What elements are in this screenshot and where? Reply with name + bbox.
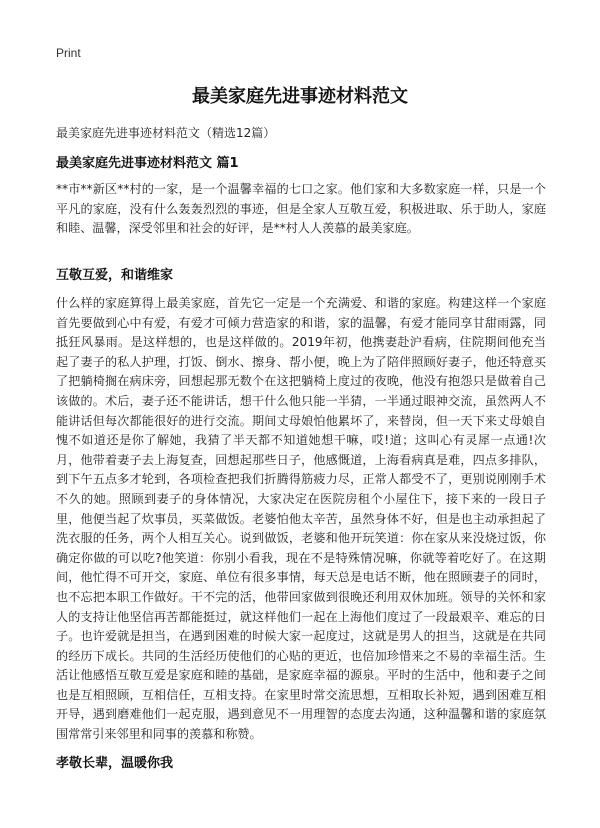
- section-heading-1: 最美家庭先进事迹材料范文 篇1: [56, 156, 239, 171]
- print-label[interactable]: Print: [56, 46, 81, 60]
- document-title: 最美家庭先进事迹材料范文: [192, 86, 408, 107]
- section-paragraph-1: **市**新区**村的一家，是一个温馨幸福的七口之家。他们家和大多数家庭一样，只是一个平凡的家庭，没有什么轰轰烈烈的事迹，但是全家人互敬互爱，积极进取、乐于助人，家庭和睦、温馨，深受邻里和社会的好评，是**村人人羡慕的最美家庭。: [56, 182, 546, 236]
- document-subtitle: 最美家庭先进事迹材料范文（精选12篇）: [56, 126, 276, 140]
- section-paragraph-2: 什么样的家庭算得上最美家庭，首先它一定是一个充满爱、和谐的家庭。构建这样一个家庭首先要做到心中有爱，有爱才可倾力营造家的和谐，家的温馨，有爱才能同享甘甜雨露，同抵狂风暴雨。是这样想的，也是这样做的。2019年初，他携妻赴沪看病，住院期间他充当起了妻子的私人护理，打饭、倒水、擦身、帮小便，晚上为了陪伴照顾好妻子，他还特意买了把躺椅搁在病床旁，回想起那无数个在这把躺椅上度过的夜晚，他没有抱怨只是做着自己该做的。术后，妻子还不能讲话，想干什么他只能一半猜，一半通过眼神交流，虽然两人不能讲话但每次都能很好的进行交流。期间丈母娘怕他累坏了，来替岗，但一天下来丈母娘自愧不如道还是你了解她，我猜了半天都不知道她想干嘛，哎!道；这叫心有灵犀一点通!次月，他带着妻子去上海复查，回想起那些日子，他感慨道，上海看病真是难，四点多排队，到下午五点多才轮到，各项检查把我们折腾得筋疲力尽，正常人都受不了，更别说刚刚手术不久的她。照顾到妻子的身体情况，大家决定在医院房租个小屋住下，接下来的一段日子里，他便当起了炊事员，买菜做饭。老婆怕他太辛苦，虽然身体不好，但是也主动承担起了洗衣服的任务，两个人相互关心。说到做饭，老婆和他开玩笑道：你在家从来没烧过饭，你确定你做的可以吃?他笑道：你别小看我，现在不是特殊情况嘛，你就等着吃好了。在这期间，他忙得不可开交，家庭、单位有很多事情，每天总是电话不断，他在照顾妻子的同时，也不忘把本职工作做好。干不完的活，他带回家做到很晚还利用双休加班。领导的关怀和家人的支持让他坚信再苦都能挺过，就这样他们一起在上海他们度过了一段最艰辛、难忘的日子。也许爱就是担当，在遇到困难的时候大家一起度过，这就是男人的担当，这就是在共同的经历下成长。共同的生活经历使他们的心贴的更近，也倍加珍惜来之不易的幸福生活。生活让他感悟互敬互爱是家庭和睦的基础，是家庭幸福的源泉。平时的生活中，他和妻子之间也是互相照顾，互相信任，互相支持。在家里时常交流思想，互相取长补短，遇到困难互相开导，遇到磨难他们一起克服，遇到意见不一用理智的态度去沟通，这种温馨和谐的家庭氛围常常引来邻里和同事的羡慕和称赞。: [56, 296, 546, 742]
- section-heading-2: 互敬互爱，和谐维家: [56, 268, 174, 283]
- section-heading-3: 孝敬长辈，温暖你我: [56, 756, 174, 771]
